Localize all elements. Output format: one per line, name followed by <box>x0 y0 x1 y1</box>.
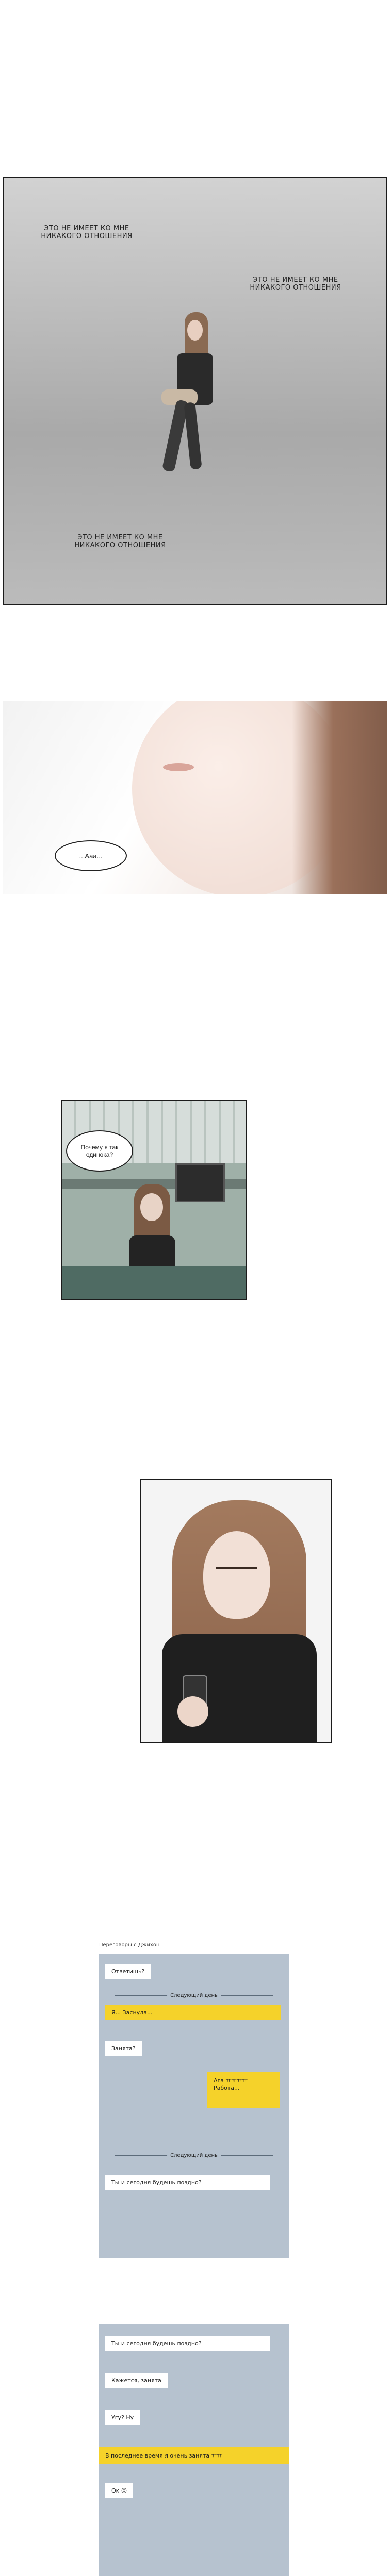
lips <box>163 763 194 771</box>
chat-log-1 <box>99 1954 289 2258</box>
chat-header: Переговоры с Джихон <box>99 1942 160 1948</box>
eyes <box>216 1567 257 1573</box>
hand <box>177 1696 208 1727</box>
hair-strands <box>292 701 387 894</box>
chat-message: Ты и сегодня будешь поздно? <box>105 2336 270 2351</box>
chat-message: Занята? <box>105 2041 142 2056</box>
chat-message-mine: Я... Заснула... <box>105 2005 281 2020</box>
panel-office <box>61 1100 247 1300</box>
panel-closeup <box>3 701 387 894</box>
face <box>203 1531 270 1619</box>
figure-sitting <box>159 312 226 487</box>
caption-2: ЭТО НЕ ИМЕЕТ КО МНЕ НИКАКОГО ОТНОШЕНИЯ <box>250 276 341 292</box>
desk-front <box>62 1266 247 1300</box>
caption-3: ЭТО НЕ ИМЕЕТ КО МНЕ НИКАКОГО ОТНОШЕНИЯ <box>74 534 166 549</box>
chat-log-2 <box>99 2324 289 2576</box>
chat-message-mine: Ага ㅠㅠㅠㅠ Работа... <box>207 2072 280 2108</box>
chat-message: Ответишь? <box>105 1964 151 1979</box>
caption-1: ЭТО НЕ ИМЕЕТ КО МНЕ НИКАКОГО ОТНОШЕНИЯ <box>41 225 133 240</box>
speech-bubble: ...Ааа... <box>55 840 127 871</box>
date-separator: Следующий день <box>115 2155 273 2156</box>
speech-bubble: Почему я так одинока? <box>66 1130 133 1172</box>
chat-message: Ты и сегодня будешь поздно? <box>105 2175 270 2190</box>
date-separator: Следующий день <box>115 1995 273 1996</box>
panel-phone <box>140 1479 332 1743</box>
chat-message: Кажется, занята <box>105 2373 168 2388</box>
monitor <box>175 1163 225 1202</box>
chat-message-mine: В последнее время я очень занята ㅠㅠ <box>99 2447 289 2464</box>
panel-sitting <box>3 177 387 605</box>
chat-message: Ок 😞 <box>105 2483 133 2498</box>
chat-message: Угу? Ну <box>105 2410 140 2425</box>
